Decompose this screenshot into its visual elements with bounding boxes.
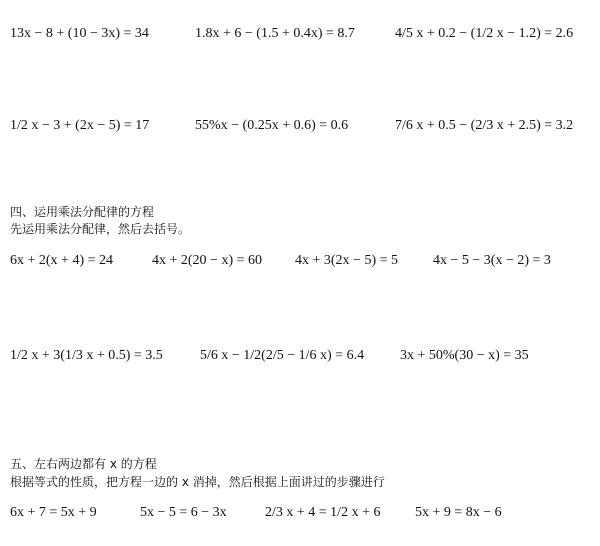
equation-5-1: 6x + 7 = 5x + 9	[10, 505, 97, 520]
equation-2-3: 7/6 x + 0.5 − (2/3 x + 2.5) = 3.2	[395, 118, 574, 133]
equation-2-2: 55%x − (0.25x + 0.6) = 0.6	[195, 118, 349, 133]
section-4-heading: 四、运用乘法分配律的方程	[10, 205, 155, 219]
equation-3-4: 4x − 5 − 3(x − 2) = 3	[433, 253, 551, 268]
section-4-note: 先运用乘法分配律，然后去括号。	[10, 222, 191, 236]
equation-1-2: 1.8x + 6 − (1.5 + 0.4x) = 8.7	[195, 26, 355, 41]
equation-4-2: 5/6 x − 1/2(2/5 − 1/6 x) = 6.4	[200, 348, 365, 363]
equation-1-3: 4/5 x + 0.2 − (1/2 x − 1.2) = 2.6	[395, 26, 574, 41]
section-5-heading: 五、左右两边都有 x 的方程	[10, 457, 157, 471]
equation-4-3: 3x + 50%(30 − x) = 35	[400, 348, 529, 363]
equation-2-1: 1/2 x − 3 + (2x − 5) = 17	[10, 118, 150, 133]
equation-4-1: 1/2 x + 3(1/3 x + 0.5) = 3.5	[10, 348, 163, 363]
equation-3-3: 4x + 3(2x − 5) = 5	[295, 253, 399, 268]
section-5-note: 根据等式的性质，把方程一边的 x 消掉，然后根据上面讲过的步骤进行	[10, 475, 385, 489]
equation-3-2: 4x + 2(20 − x) = 60	[152, 253, 263, 268]
equation-5-2: 5x − 5 = 6 − 3x	[140, 505, 227, 520]
equation-3-1: 6x + 2(x + 4) = 24	[10, 253, 114, 268]
equation-5-3: 2/3 x + 4 = 1/2 x + 6	[265, 505, 381, 520]
equation-1-1: 13x − 8 + (10 − 3x) = 34	[10, 26, 149, 41]
equation-5-4: 5x + 9 = 8x − 6	[415, 505, 502, 520]
